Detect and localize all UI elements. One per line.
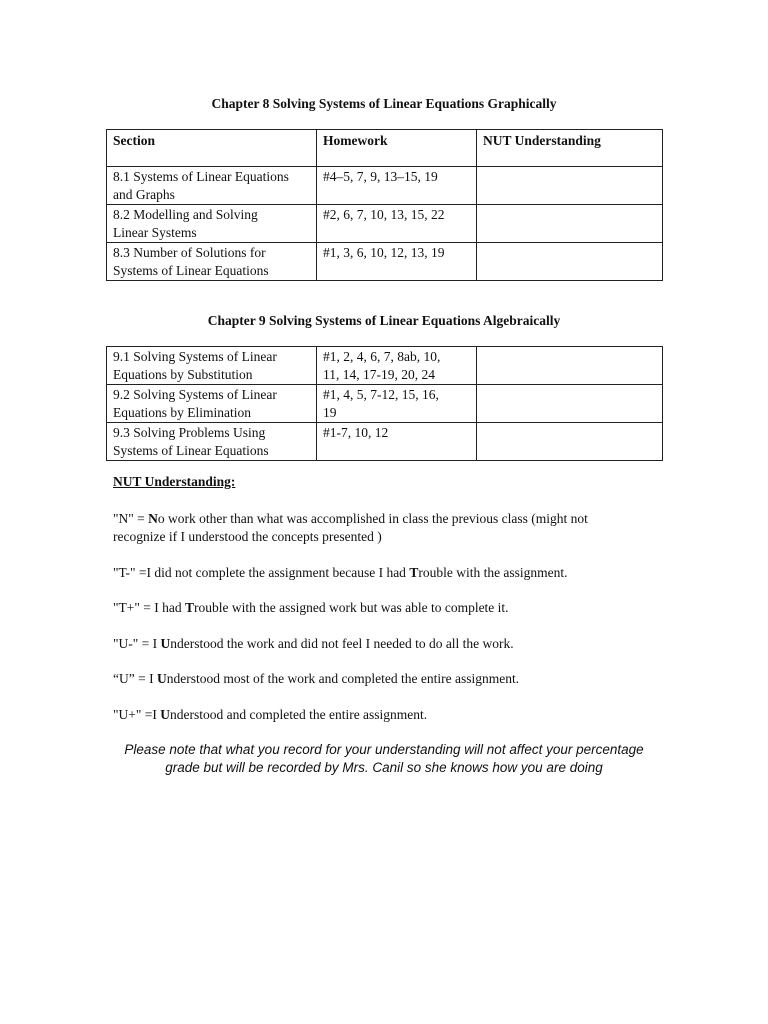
homework-text: #1, 3, 6, 10, 12, 13, 19 — [323, 245, 445, 260]
section-text: Equations by Elimination — [113, 405, 251, 420]
section-text: 9.3 Solving Problems Using — [113, 425, 266, 440]
chapter8-table — [106, 129, 663, 281]
section-cell — [107, 385, 317, 423]
legend-item-t-minus — [113, 564, 673, 582]
legend-letter: T — [184, 600, 194, 615]
legend-item-u — [113, 670, 673, 688]
section-text: 9.1 Solving Systems of Linear — [113, 349, 277, 364]
table-row — [107, 205, 663, 243]
homework-cell — [317, 347, 477, 385]
homework-text: #4–5, 7, 9, 13–15, 19 — [323, 169, 438, 184]
homework-cell — [317, 385, 477, 423]
nut-cell — [477, 347, 663, 385]
section-text: 8.1 Systems of Linear Equations — [113, 169, 289, 184]
homework-cell — [317, 243, 477, 281]
table-row — [107, 167, 663, 205]
section-text: 9.2 Solving Systems of Linear — [113, 387, 277, 402]
chapter9-title: Chapter 9 Solving Systems of Linear Equations Algebraically — [207, 313, 561, 328]
legend-text: nderstood the work and did not feel I needed to do all the work. — [170, 636, 514, 651]
section-text: and Graphs — [113, 187, 175, 202]
understanding-note — [100, 741, 668, 777]
section-text: Systems of Linear Equations — [113, 443, 269, 458]
legend-code: “U” = I — [113, 671, 157, 686]
homework-text: #1-7, 10, 12 — [323, 425, 389, 440]
table-header-row — [107, 130, 663, 167]
section-cell — [107, 423, 317, 461]
section-text: Equations by Substitution — [113, 367, 253, 382]
legend-code: "N" = — [113, 511, 149, 526]
chapter8-title: Chapter 8 Solving Systems of Linear Equations Graphically — [211, 96, 557, 111]
note-text: grade but will be recorded by Mrs. Canil so she knows how you are doing — [165, 760, 603, 775]
section-cell — [107, 205, 317, 243]
legend-item-u-minus — [113, 635, 673, 653]
legend-item-n — [113, 510, 673, 546]
homework-text: #2, 6, 7, 10, 13, 15, 22 — [323, 207, 445, 222]
header-homework: Homework — [317, 130, 477, 167]
homework-cell — [317, 423, 477, 461]
legend-item-t-plus — [113, 599, 673, 617]
homework-cell — [317, 205, 477, 243]
note-text: Please note that what you record for your understanding will not affect your percentage — [124, 742, 644, 757]
legend-letter: T — [409, 565, 419, 580]
legend-text: nderstood and completed the entire assignment. — [170, 707, 428, 722]
section-text: Systems of Linear Equations — [113, 263, 269, 278]
legend-text: rouble with the assigned work but was able to complete it. — [194, 600, 509, 615]
homework-text: #1, 2, 4, 6, 7, 8ab, 10, — [323, 349, 441, 364]
legend-text: recognize if I understood the concepts presented ) — [113, 529, 382, 544]
nut-cell — [477, 167, 663, 205]
section-text: Linear Systems — [113, 225, 197, 240]
nut-cell — [477, 423, 663, 461]
legend-text: rouble with the assignment. — [418, 565, 568, 580]
legend-text: nderstood most of the work and completed the entire assignment. — [166, 671, 520, 686]
nut-cell — [477, 385, 663, 423]
table-row — [107, 243, 663, 281]
legend-code: "T+" = I had — [113, 600, 185, 615]
section-cell — [107, 347, 317, 385]
section-text: 8.2 Modelling and Solving — [113, 207, 258, 222]
table-row — [107, 347, 663, 385]
header-nut: NUT Understanding — [477, 130, 663, 167]
legend-title: NUT Understanding: — [113, 474, 236, 489]
legend-code: "U-" = I — [113, 636, 161, 651]
nut-cell — [477, 243, 663, 281]
homework-text: 19 — [323, 405, 337, 420]
legend-text: o work other than what was accomplished in class the previous class (might not — [157, 511, 588, 526]
legend-letter: U — [160, 636, 171, 651]
legend-code: "T-" =I did not complete the assignment because I had — [113, 565, 410, 580]
header-section: Section — [107, 130, 317, 167]
nut-cell — [477, 205, 663, 243]
homework-text: 11, 14, 17-19, 20, 24 — [323, 367, 435, 382]
legend-letter: N — [148, 511, 158, 526]
section-text: 8.3 Number of Solutions for — [113, 245, 266, 260]
homework-cell — [317, 167, 477, 205]
table-row — [107, 423, 663, 461]
section-cell — [107, 243, 317, 281]
section-cell — [107, 167, 317, 205]
legend-letter: U — [160, 707, 170, 722]
homework-text: #1, 4, 5, 7-12, 15, 16, — [323, 387, 439, 402]
table-row — [107, 385, 663, 423]
chapter9-table — [106, 346, 663, 461]
legend-letter: U — [156, 671, 167, 686]
legend-code: "U+" =I — [113, 707, 161, 722]
legend-item-u-plus — [113, 706, 673, 724]
